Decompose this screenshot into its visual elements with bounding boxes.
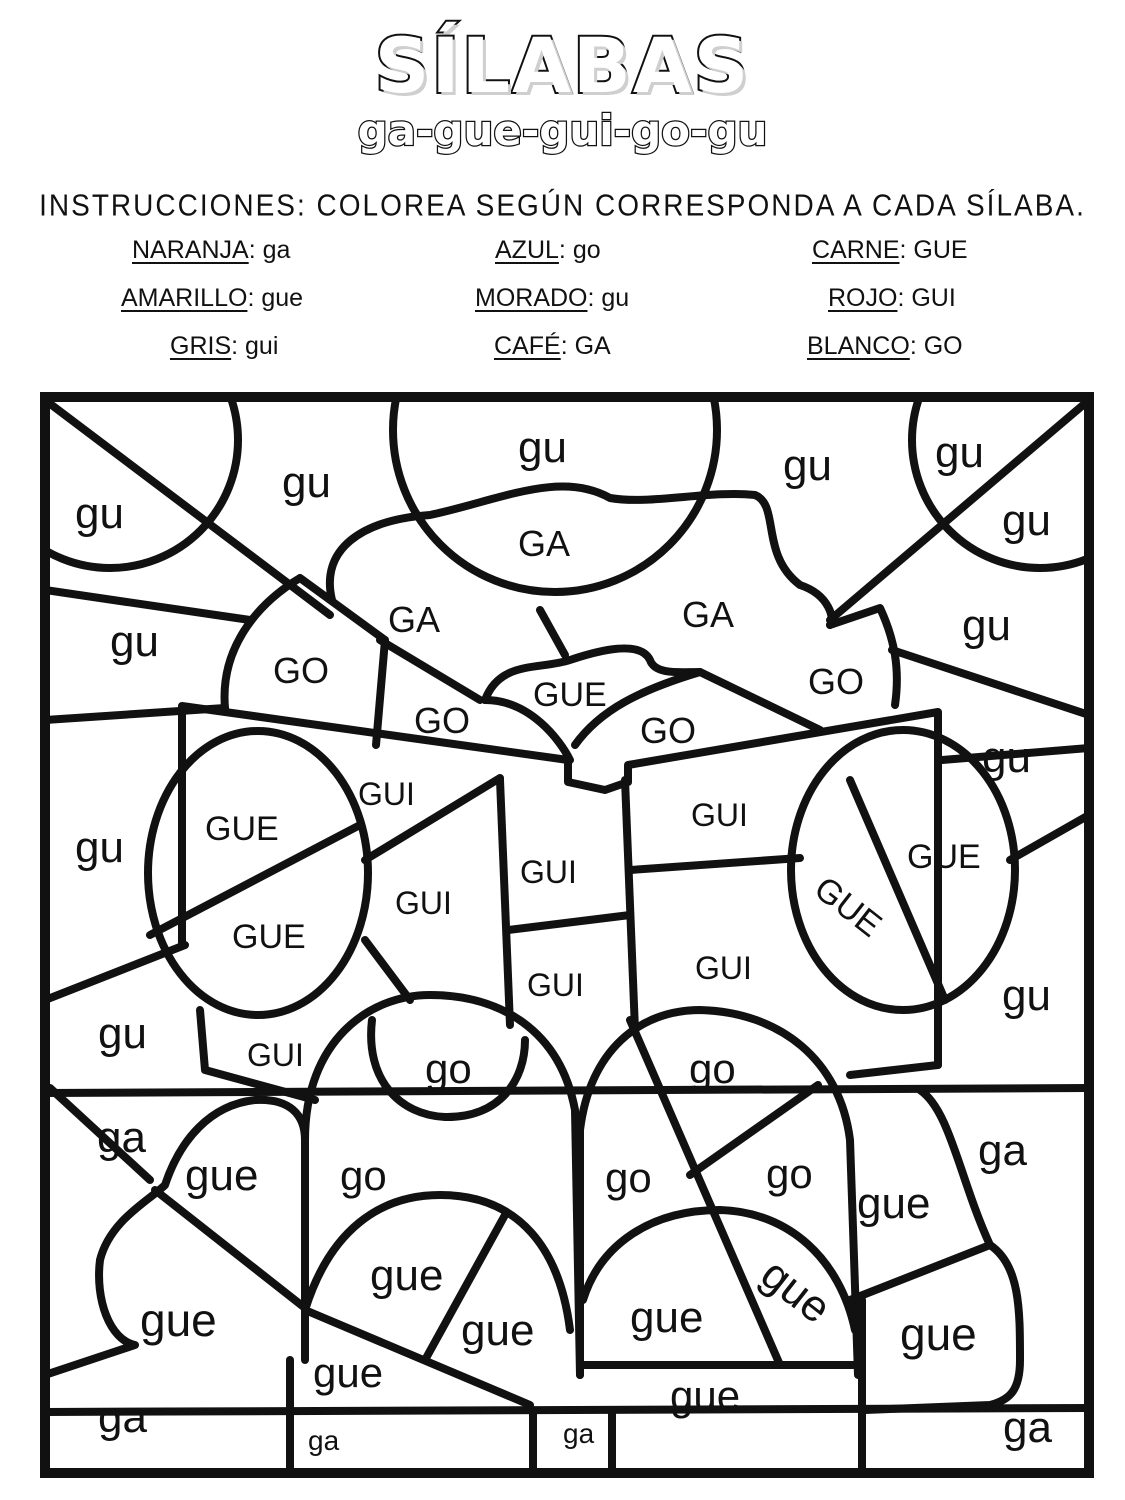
page-title: SÍLABAS <box>374 21 751 110</box>
region-label: ga <box>563 1418 595 1449</box>
legend-color-label: MORADO <box>475 284 588 312</box>
region-label: GUI <box>520 854 577 890</box>
book-spine-left <box>500 780 510 1025</box>
bottom-band-line <box>45 1408 1089 1412</box>
cheek-right-divider <box>850 780 945 1000</box>
region-label: gue <box>630 1293 704 1342</box>
region-label: GUI <box>527 967 584 1003</box>
region-label: gu <box>962 601 1011 650</box>
region-label: gue <box>140 1294 217 1346</box>
legend-syllable: ga <box>262 236 291 264</box>
region-label: gue <box>370 1251 444 1300</box>
region-label: gu <box>110 617 159 666</box>
region-label: go <box>689 1045 736 1092</box>
region-label: go <box>425 1045 472 1092</box>
book-page-line <box>380 640 480 700</box>
region-label: gu <box>75 489 124 538</box>
instructions-text: INSTRUCCIONES: COLOREA SEGÚN CORRESPONDA A CADA SÍLABA. <box>39 188 1086 223</box>
legend-syllable: GA <box>574 332 611 360</box>
legend-color-label: BLANCO <box>807 332 910 360</box>
region-label: gu <box>1002 971 1051 1020</box>
divider-right-low <box>1010 815 1089 860</box>
region-label: gu <box>518 423 567 472</box>
legend-color-label: AMARILLO <box>121 284 248 312</box>
region-label: GUE <box>907 838 981 876</box>
region-label: gu <box>1002 496 1051 545</box>
region-label: GUE <box>232 918 306 956</box>
region-label: GO <box>808 661 865 702</box>
hair-part-line <box>540 610 565 655</box>
legend-syllable: gui <box>245 332 279 360</box>
region-label: gue <box>670 1372 741 1419</box>
legend-color-label: ROJO <box>828 284 898 312</box>
shoulder-left-divider <box>155 1190 305 1308</box>
legend-color-label: NARANJA <box>132 236 249 264</box>
page-subtitle: ga-gue-gui-go-gu <box>357 106 768 155</box>
legend-syllable: go <box>572 236 601 264</box>
region-label: gue <box>461 1306 535 1355</box>
legend-rojo: ROJO: GUI <box>828 284 956 312</box>
region-label: ga <box>978 1126 1027 1175</box>
legend-color-label: CARNE <box>812 236 900 264</box>
legend-syllable: gue <box>261 284 304 312</box>
region-label: GA <box>682 594 735 635</box>
region-label: go <box>340 1152 387 1199</box>
region-label: GUE <box>205 810 279 848</box>
legend-blanco: BLANCO: GO <box>807 332 963 360</box>
region-label: gu <box>98 1009 147 1058</box>
divider-right-upper <box>892 650 1089 715</box>
region-label: GUI <box>358 776 415 812</box>
region-label: GO <box>414 700 471 741</box>
legend-azul: AZUL: go <box>495 236 601 264</box>
legend-amarillo: AMARILLO: gue <box>121 284 304 312</box>
region-label: ga <box>1003 1403 1052 1452</box>
region-label: GUI <box>395 885 452 921</box>
legend-syllable: GUI <box>911 284 956 312</box>
legend-cafe: CAFÉ: GA <box>494 332 611 360</box>
legend-carne: CARNE: GUE <box>812 236 968 264</box>
region-label: GUI <box>247 1037 304 1073</box>
region-label: gue <box>900 1308 977 1360</box>
region-label: GUI <box>695 950 752 986</box>
region-label: ga <box>97 1113 146 1162</box>
legend-gris: GRIS: gui <box>170 332 279 360</box>
legend-syllable: GUE <box>913 236 968 264</box>
divider-left-upper <box>45 590 250 620</box>
region-label: go <box>766 1150 813 1197</box>
book-mid-line-left <box>508 915 630 930</box>
legend-morado: MORADO: gu <box>475 284 630 312</box>
legend-naranja: NARANJA: ga <box>132 236 291 264</box>
region-label: ga <box>308 1425 340 1456</box>
region-label: GO <box>640 710 697 751</box>
region-label: gue <box>185 1151 259 1200</box>
region-label: gu <box>282 458 331 507</box>
region-label: GO <box>273 650 330 691</box>
region-label: gu <box>935 428 984 477</box>
legend-syllable: gu <box>601 284 630 312</box>
region-label: go <box>605 1154 652 1201</box>
region-label: GA <box>388 599 441 640</box>
legend-syllable: GO <box>923 332 963 360</box>
region-label: gu <box>783 441 832 490</box>
legend-color-label: AZUL <box>495 236 559 264</box>
book-spine-right <box>625 780 635 1030</box>
region-label: GA <box>518 523 571 564</box>
book-bottom-right <box>850 1065 938 1075</box>
region-label: gue <box>857 1179 931 1228</box>
book-lower-diag <box>365 940 410 1000</box>
region-label: ga <box>98 1393 147 1442</box>
region-label: GUI <box>691 797 748 833</box>
region-label: GUE <box>533 676 607 714</box>
region-label: GUE <box>807 869 889 945</box>
book-mid-line-right <box>630 858 800 870</box>
legend-color-label: CAFÉ <box>494 332 561 360</box>
region-label: gu <box>982 733 1031 782</box>
region-label: gue <box>751 1249 840 1334</box>
region-label: gue <box>313 1349 384 1396</box>
region-label: gu <box>75 823 124 872</box>
legend-color-label: GRIS <box>170 332 232 360</box>
